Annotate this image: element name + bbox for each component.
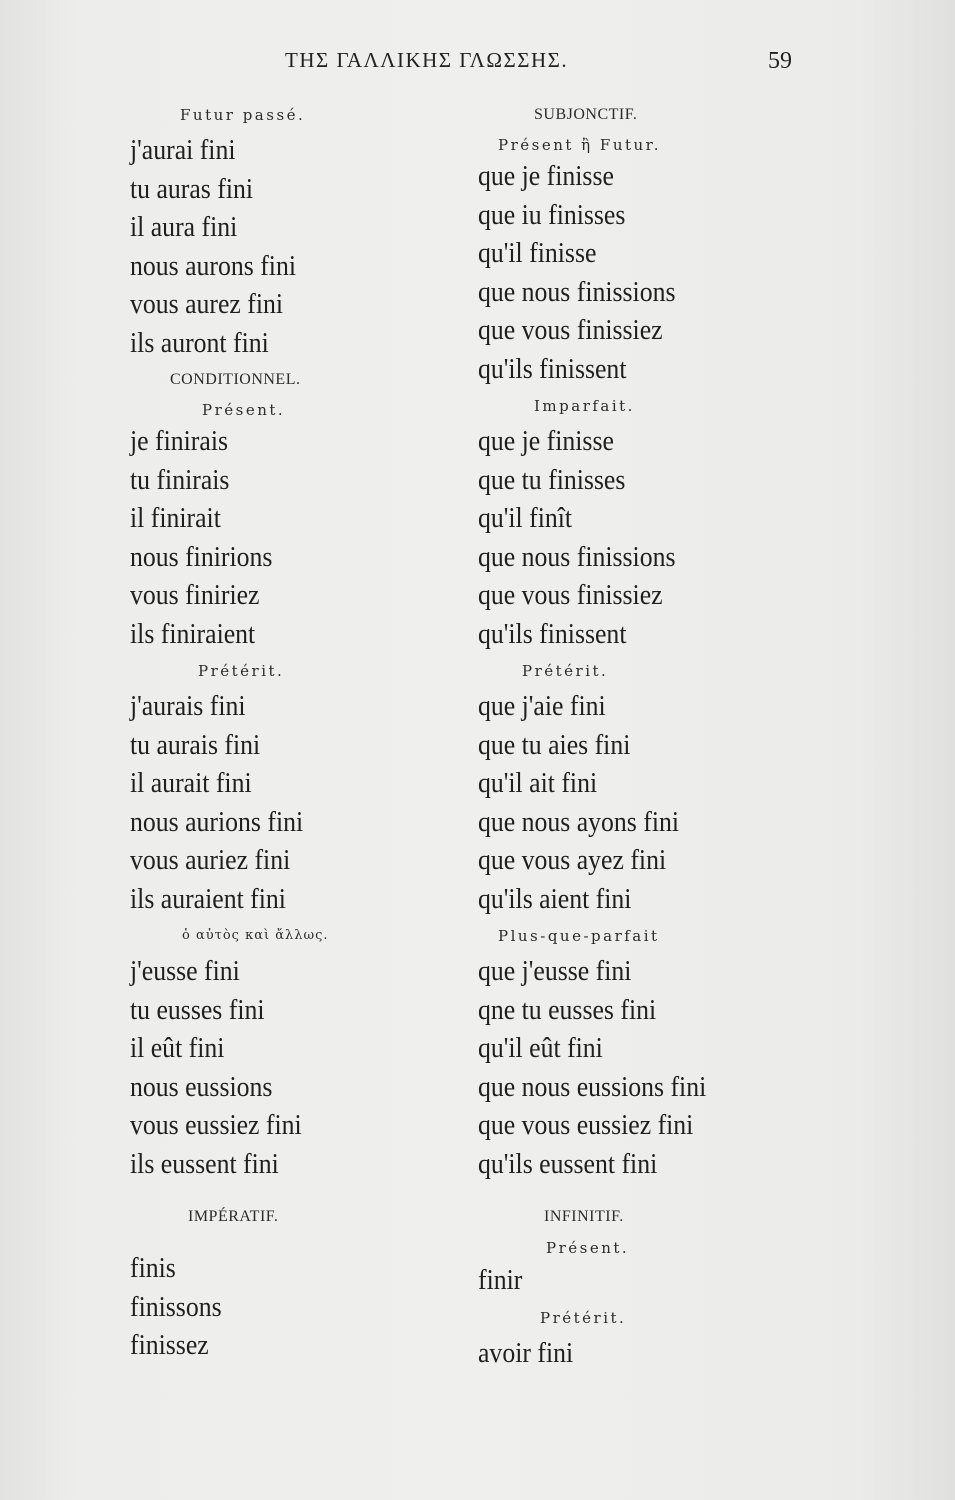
futur-passe-list [130,132,530,363]
conjugation-line: qu'il ait fini [478,768,598,799]
conjugation-line: vous auriez fini [130,845,291,876]
subjonctif-plusqueparfait-list [478,953,878,1184]
page-number: 59 [768,48,792,74]
conjugation-line: j'aurai fini [130,135,236,166]
conjugation-line: tu eusses fini [130,994,265,1026]
spacer [130,1234,530,1250]
conditionnel-preterit-list [130,688,530,919]
conditionnel-preterit-heading: Prétérit. [198,662,285,680]
conjugation-line: finissons [130,1291,222,1323]
infinitif-present-line: finir [478,1265,523,1296]
header-title: ΤΗΣ ΓΑΛΛΙΚΗΣ ΓΛΩΣΣΗΣ. [285,48,569,72]
spacer [478,1184,878,1200]
conjugation-line: tu aurais fini [130,729,261,761]
running-header [0,48,955,78]
imperatif-list [130,1250,530,1366]
conjugation-line: que je finisse [478,161,614,192]
conjugation-line: qu'ils aient fini [478,883,632,915]
conjugation-line: que tu finisses [478,464,626,496]
infinitif-heading: INFINITIF. [544,1208,624,1225]
spacer [130,1184,530,1200]
conjugation-line: ils auraient fini [130,883,286,915]
subjonctif-preterit-list [478,688,878,919]
subjonctif-imparfait-heading: Imparfait. [534,397,635,415]
conjugation-line: il finirait [130,503,221,534]
conjugation-line: que nous finissions [478,541,676,573]
conjugation-line: qne tu eusses fini [478,994,657,1026]
conjugation-line: vous aurez fini [130,289,284,320]
imperatif-heading: IMPÉRATIF. [188,1208,279,1225]
conjugation-line: nous finirions [130,541,273,573]
conjugation-line: qu'il eût fini [478,1033,603,1064]
conjugation-line: finissez [130,1330,209,1361]
subjonctif-imparfait-list [478,423,878,654]
conjugation-line: qu'il finît [478,503,573,534]
conjugation-line: que nous eussions fini [478,1071,707,1103]
subjonctif-present-list [478,158,878,389]
conjugation-line: ils eussent fini [130,1148,279,1180]
conjugation-line: tu auras fini [130,173,254,205]
infinitif-present-heading: Présent. [546,1239,630,1257]
conjugation-line: que vous finissiez [478,580,663,611]
conditionnel-heading: CONDITIONNEL. [170,371,301,388]
conjugation-line: qu'ils eussent fini [478,1148,658,1180]
conjugation-line: il aurait fini [130,768,252,799]
conjugation-line: vous finiriez [130,580,260,611]
conjugation-line: que nous finissions [478,276,676,308]
conjugation-line: que je finisse [478,426,614,457]
autrement-heading: ὁ αὐτὸς καὶ ἄλλως. [182,928,329,943]
conjugation-line: tu finirais [130,464,230,496]
conjugation-line: je finirais [130,426,229,457]
left-column [130,98,530,1366]
conjugation-line: que iu finisses [478,199,626,231]
conjugation-line: j'aurais fini [130,691,246,722]
conjugation-line: il eût fini [130,1033,225,1064]
subjonctif-heading: SUBJONCTIF. [534,106,638,123]
conjugation-line: que j'eusse fini [478,956,632,987]
subjonctif-preterit-heading: Prétérit. [522,662,609,680]
conjugation-line: j'eusse fini [130,956,240,987]
conjugation-line: vous eussiez fini [130,1110,302,1141]
conjugation-line: qu'il finisse [478,238,597,269]
conditionnel-present-list [130,423,530,654]
conjugation-line: nous eussions [130,1071,273,1103]
conjugation-line: qu'ils finissent [478,618,627,650]
conjugation-line: qu'ils finissent [478,353,627,385]
conjugation-line: que j'aie fini [478,691,606,722]
subjonctif-present-heading: Présent ἢ Futur. [498,136,661,154]
conjugation-line: que nous ayons fini [478,806,680,838]
infinitif-preterit-heading: Prétérit. [540,1308,627,1327]
futur-passe-heading: Futur passé. [180,106,306,124]
infinitif-preterit-line: avoir fini [478,1337,574,1369]
conjugation-line: que vous ayez fini [478,845,667,876]
conjugation-line: il aura fini [130,212,238,243]
conjugation-line: que vous finissiez [478,315,663,346]
autrement-list [130,953,530,1184]
conjugation-line: que tu aies fini [478,729,631,761]
right-column [478,98,878,1373]
conjugation-line: ils auront fini [130,327,269,359]
conjugation-line: nous aurions fini [130,806,304,838]
conjugation-line: finis [130,1253,176,1284]
conjugation-line: nous aurons fini [130,250,297,282]
subjonctif-plusqueparfait-heading: Plus-que-parfait [498,927,660,945]
conditionnel-present-heading: Présent. [202,401,286,419]
conjugation-line: que vous eussiez fini [478,1110,694,1141]
conjugation-line: ils finiraient [130,618,256,650]
